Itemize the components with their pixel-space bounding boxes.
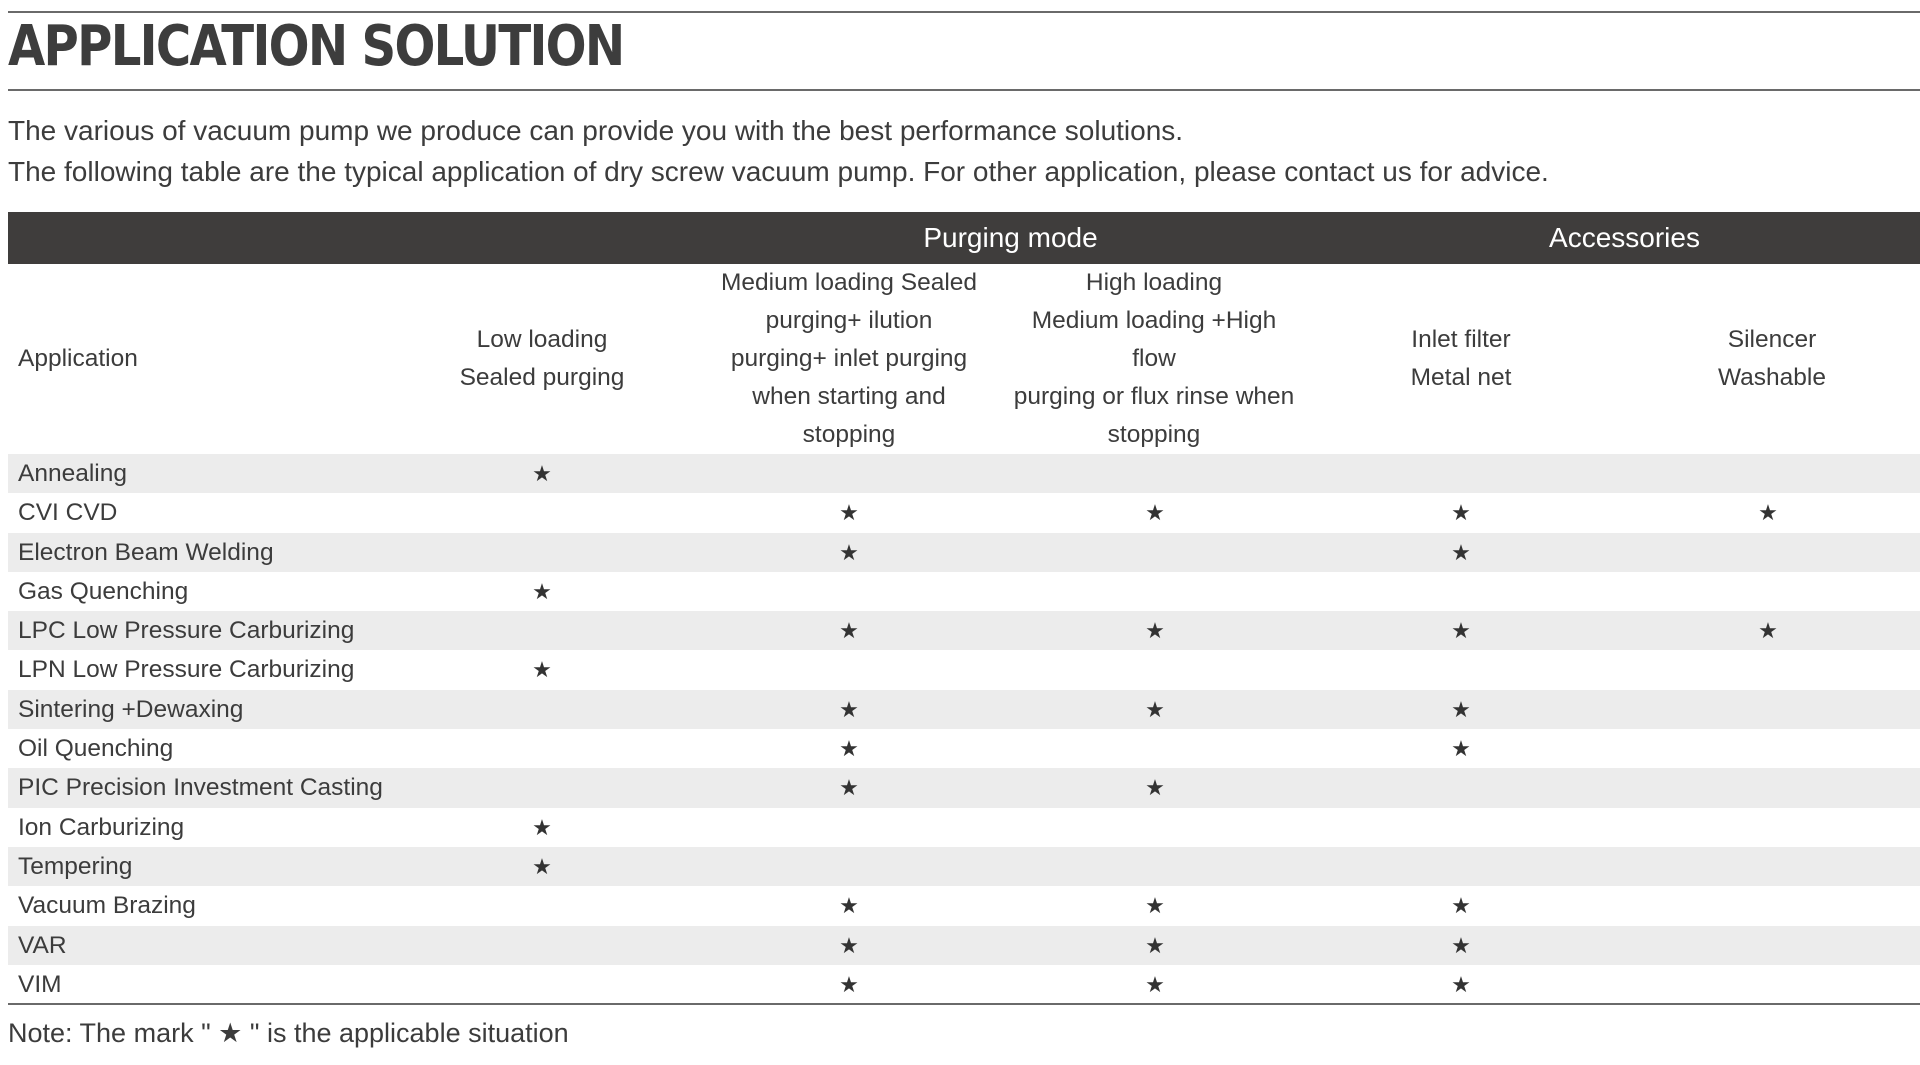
column-header-medium-loading: Medium loading Sealed purging+ ilution purging+ inlet purging when starting and stopping xyxy=(720,269,978,448)
bottom-rule xyxy=(8,1003,1920,1005)
star-mark-icon: ★ xyxy=(1451,500,1471,526)
column-header-inlet-filter: Inlet filter Metal net xyxy=(1410,326,1512,391)
star-mark-icon: ★ xyxy=(1145,775,1165,801)
star-mark-icon: ★ xyxy=(839,971,859,997)
star-mark-icon: ★ xyxy=(839,696,859,722)
star-mark-icon: ★ xyxy=(532,853,552,879)
table-row xyxy=(8,965,1920,1004)
star-mark-icon: ★ xyxy=(1451,736,1471,762)
star-mark-icon: ★ xyxy=(1451,618,1471,644)
star-mark-icon: ★ xyxy=(839,932,859,958)
table-row xyxy=(8,690,1920,729)
star-mark-icon: ★ xyxy=(1145,971,1165,997)
star-mark-icon: ★ xyxy=(1145,618,1165,644)
star-mark-icon: ★ xyxy=(1145,893,1165,919)
column-header-high-loading: High loading Medium loading +High flow purging or flux rinse when stopping xyxy=(1013,269,1295,448)
accessories-header: Accessories xyxy=(1549,222,1700,253)
star-mark-icon: ★ xyxy=(1758,618,1778,644)
star-mark-icon: ★ xyxy=(1451,971,1471,997)
application-name: Electron Beam Welding xyxy=(18,538,274,566)
star-mark-icon: ★ xyxy=(1145,696,1165,722)
star-mark-icon: ★ xyxy=(839,539,859,565)
star-mark-icon: ★ xyxy=(532,461,552,486)
star-mark-icon: ★ xyxy=(1451,539,1471,565)
title-rule xyxy=(8,89,1920,91)
table-row xyxy=(8,886,1920,925)
table-row xyxy=(8,611,1920,650)
column-header-application: Application xyxy=(18,345,138,372)
table-group-header xyxy=(8,212,1920,264)
application-name: LPC Low Pressure Carburizing xyxy=(18,617,355,645)
star-mark-icon: ★ xyxy=(839,893,859,919)
table-row xyxy=(8,926,1920,965)
application-name: LPN Low Pressure Carburizing xyxy=(18,656,355,684)
table-row xyxy=(8,454,1920,493)
intro-line-2: The following table are the typical application of dry screw vacuum pump. For other application, please contact us for advice. xyxy=(8,156,1549,187)
application-name: Vacuum Brazing xyxy=(18,892,196,920)
star-mark-icon: ★ xyxy=(839,500,859,526)
star-mark-icon: ★ xyxy=(1451,696,1471,722)
application-name: Ion Carburizing xyxy=(18,813,185,841)
application-name: Tempering xyxy=(18,852,133,880)
application-name: Annealing xyxy=(18,460,127,487)
application-name: Sintering +Dewaxing xyxy=(18,695,244,723)
top-rule xyxy=(8,11,1920,13)
application-name: CVI CVD xyxy=(18,499,118,527)
star-mark-icon: ★ xyxy=(1758,500,1778,526)
star-mark-icon: ★ xyxy=(532,578,552,604)
application-name: PIC Precision Investment Casting xyxy=(18,774,383,802)
table-row xyxy=(8,729,1920,768)
purging-mode-header: Purging mode xyxy=(923,222,1098,253)
table-row xyxy=(8,533,1920,572)
application-name: Gas Quenching xyxy=(18,577,189,605)
application-table-body xyxy=(8,454,1920,1004)
table-row xyxy=(8,768,1920,807)
star-mark-icon: ★ xyxy=(839,618,859,644)
star-mark-icon: ★ xyxy=(1451,932,1471,958)
footnote: Note: The mark " ★ " is the applicable situation xyxy=(8,1018,569,1048)
star-mark-icon: ★ xyxy=(1451,893,1471,919)
star-mark-icon: ★ xyxy=(532,657,552,683)
intro-text xyxy=(8,110,1549,192)
column-header-silencer: Silencer Washable xyxy=(1717,326,1827,391)
table-row xyxy=(8,572,1920,611)
page-title: APPLICATION SOLUTION xyxy=(8,14,624,79)
application-name: VIM xyxy=(18,970,62,998)
column-header-low-loading: Low loading Sealed purging xyxy=(459,326,625,391)
star-mark-icon: ★ xyxy=(1145,932,1165,958)
star-mark-icon: ★ xyxy=(1145,500,1165,526)
table-row xyxy=(8,650,1920,689)
application-name: Oil Quenching xyxy=(18,735,174,763)
star-mark-icon: ★ xyxy=(839,736,859,762)
table-row xyxy=(8,493,1920,532)
table-row xyxy=(8,808,1920,847)
intro-line-1: The various of vacuum pump we produce can provide you with the best performance solutions. xyxy=(8,115,1184,146)
star-mark-icon: ★ xyxy=(532,814,552,840)
table-row xyxy=(8,847,1920,886)
star-mark-icon: ★ xyxy=(839,775,859,801)
application-name: VAR xyxy=(18,931,67,959)
